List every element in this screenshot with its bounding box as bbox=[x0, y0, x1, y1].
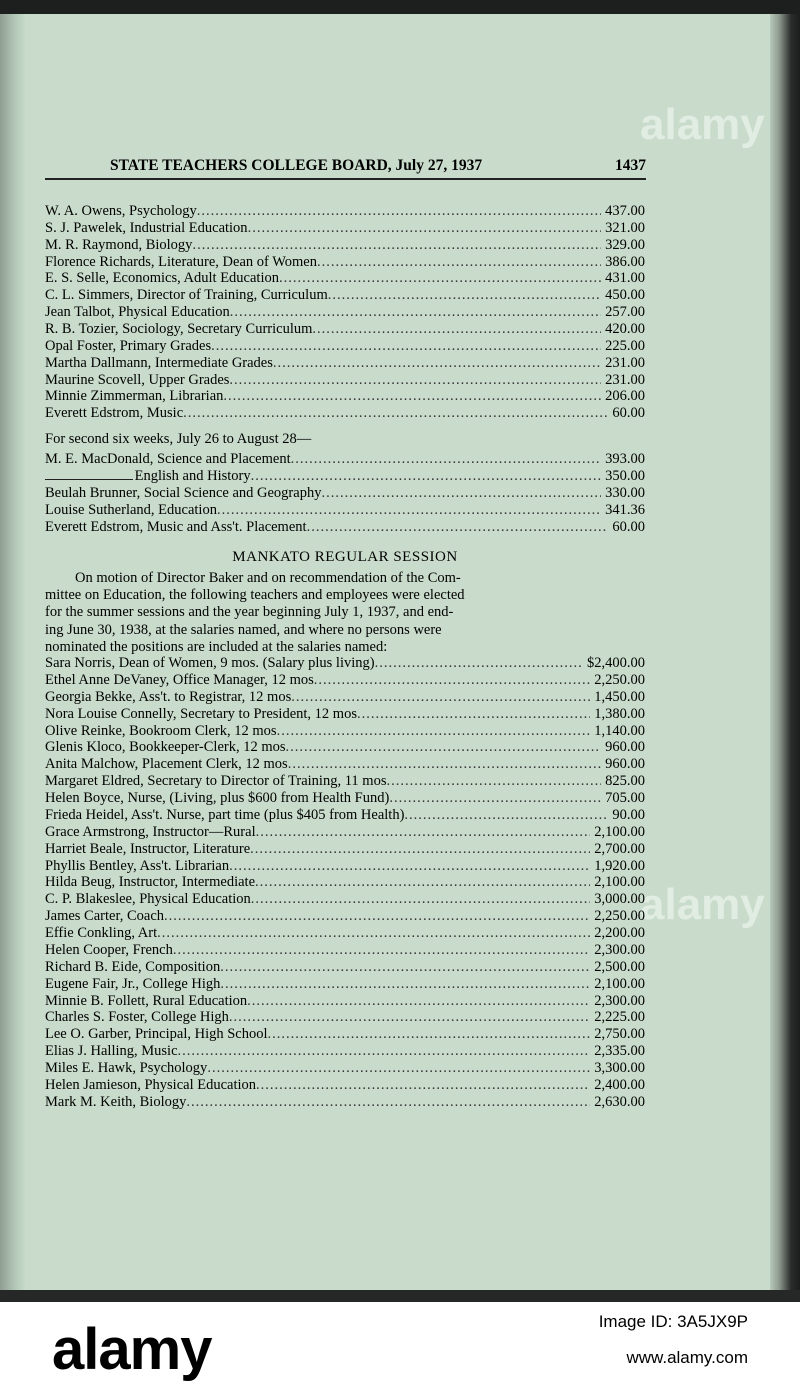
watermark: alamy bbox=[640, 100, 765, 149]
entry-name: Martha Dallmann, Intermediate Grades bbox=[45, 354, 273, 371]
salary-entry bbox=[45, 304, 645, 321]
page-header bbox=[60, 157, 646, 177]
salary-entry bbox=[45, 925, 645, 942]
salary-entry bbox=[45, 706, 645, 723]
entry-amount: 3,000.00 bbox=[594, 891, 645, 908]
paragraph-line: for the summer sessions and the year beginning July 1, 1937, and end- bbox=[45, 604, 454, 621]
leader-dots bbox=[357, 706, 590, 723]
leader-dots bbox=[277, 723, 591, 740]
leader-dots bbox=[286, 739, 602, 756]
entry-amount: 329.00 bbox=[605, 236, 645, 253]
entry-name: Ethel Anne DeVaney, Office Manager, 12 mos bbox=[45, 671, 314, 688]
leader-dots bbox=[312, 321, 601, 338]
entry-amount: 341.36 bbox=[605, 501, 645, 518]
entry-name: Helen Boyce, Nurse, (Living, plus $600 from Health Fund) bbox=[45, 790, 390, 807]
salary-entry bbox=[45, 338, 645, 355]
salary-entry bbox=[45, 824, 645, 841]
entry-amount: 2,200.00 bbox=[594, 925, 645, 942]
entry-name: R. B. Tozier, Sociology, Secretary Curriculum bbox=[45, 320, 313, 337]
leader-dots bbox=[288, 756, 601, 773]
salary-entry bbox=[45, 485, 645, 502]
leader-dots bbox=[247, 993, 590, 1010]
leader-dots bbox=[197, 203, 601, 220]
book-spine-shadow bbox=[0, 14, 26, 1290]
entry-name: Lee O. Garber, Principal, High School bbox=[45, 1026, 268, 1043]
entry-name: Glenis Kloco, Bookkeeper-Clerk, 12 mos bbox=[45, 739, 286, 756]
leader-dots bbox=[248, 220, 602, 237]
leader-dots bbox=[164, 908, 590, 925]
entry-amount: 825.00 bbox=[605, 773, 645, 790]
salary-entry bbox=[45, 372, 645, 389]
leader-dots bbox=[229, 858, 590, 875]
header-rule bbox=[45, 178, 646, 180]
entry-amount: 2,100.00 bbox=[594, 975, 645, 992]
entry-amount: 386.00 bbox=[605, 253, 645, 270]
leader-dots bbox=[386, 773, 601, 790]
leader-dots bbox=[183, 405, 608, 422]
entry-amount: 257.00 bbox=[605, 304, 645, 321]
leader-dots bbox=[291, 689, 590, 706]
entry-name: M. R. Raymond, Biology bbox=[45, 236, 193, 253]
salary-entry bbox=[45, 1026, 645, 1043]
entry-amount: 1,380.00 bbox=[594, 705, 645, 722]
entry-name: M. E. MacDonald, Science and Placement bbox=[45, 451, 291, 467]
entry-amount: 2,400.00 bbox=[594, 1077, 645, 1093]
entry-amount: 231.00 bbox=[605, 371, 645, 388]
leader-dots bbox=[321, 485, 601, 502]
leader-dots bbox=[314, 672, 590, 689]
entry-name: Nora Louise Connelly, Secretary to President, 12 mos bbox=[45, 705, 357, 722]
top-dark-band bbox=[0, 0, 800, 14]
entry-amount: 437.00 bbox=[605, 203, 645, 219]
entry-name: Elias J. Halling, Music bbox=[45, 1043, 178, 1060]
entry-amount: $2,400.00 bbox=[587, 655, 645, 671]
entry-amount: 2,335.00 bbox=[594, 1043, 645, 1060]
entry-name: Olive Reinke, Bookroom Clerk, 12 mos bbox=[45, 722, 277, 739]
entry-amount: 1,140.00 bbox=[594, 722, 645, 739]
salary-entry bbox=[45, 790, 645, 807]
page-number: 1437 bbox=[615, 157, 646, 174]
entry-name: Grace Armstrong, Instructor—Rural bbox=[45, 823, 256, 840]
entry-name: C. L. Simmers, Director of Training, Curriculum bbox=[45, 287, 328, 304]
leader-dots bbox=[256, 1077, 590, 1094]
bottom-dark-band bbox=[0, 1290, 800, 1302]
salary-entry bbox=[45, 405, 645, 422]
footer-image-id: Image ID: 3A5JX9P bbox=[598, 1312, 748, 1331]
leader-dots bbox=[273, 355, 601, 372]
entry-name: Everett Edstrom, Music and Ass't. Placement bbox=[45, 518, 307, 535]
page-right-edge bbox=[770, 14, 800, 1290]
entry-name: W. A. Owens, Psychology bbox=[45, 203, 197, 219]
salary-entry bbox=[45, 254, 645, 271]
leader-dots bbox=[256, 824, 591, 841]
entry-name: Everett Edstrom, Music bbox=[45, 405, 184, 422]
vacant-position-blank bbox=[45, 479, 133, 480]
salary-entry bbox=[45, 773, 645, 790]
salary-entry bbox=[45, 908, 645, 925]
salary-entry bbox=[45, 1043, 645, 1060]
entry-amount: 2,100.00 bbox=[594, 823, 645, 840]
leader-dots bbox=[229, 1009, 590, 1026]
entry-name: Richard B. Eide, Composition bbox=[45, 958, 221, 975]
entry-name: Minnie Zimmerman, Librarian bbox=[45, 388, 224, 405]
leader-dots bbox=[186, 1094, 590, 1111]
entry-name: English and History bbox=[134, 467, 251, 484]
entry-name: Hilda Beug, Instructor, Intermediate bbox=[45, 874, 256, 891]
entry-amount: 705.00 bbox=[605, 790, 645, 807]
leader-dots bbox=[255, 874, 590, 891]
entry-amount: 2,225.00 bbox=[594, 1009, 645, 1026]
entry-amount: 206.00 bbox=[605, 388, 645, 405]
leader-dots bbox=[207, 1060, 590, 1077]
entry-name: S. J. Pawelek, Industrial Education bbox=[45, 219, 248, 236]
leader-dots bbox=[279, 270, 601, 287]
salary-entry bbox=[45, 723, 645, 740]
leader-dots bbox=[251, 891, 590, 908]
salary-entry bbox=[45, 1094, 645, 1111]
salary-entry bbox=[45, 739, 645, 756]
footer-bar bbox=[0, 1302, 800, 1390]
entry-amount: 231.00 bbox=[605, 354, 645, 371]
salary-entry bbox=[45, 655, 645, 672]
entry-amount: 60.00 bbox=[612, 518, 645, 535]
salary-entry bbox=[45, 451, 645, 468]
salary-entry bbox=[45, 756, 645, 773]
entry-amount: 2,250.00 bbox=[594, 908, 645, 925]
entry-amount: 420.00 bbox=[605, 320, 645, 337]
leader-dots bbox=[404, 807, 608, 824]
leader-dots bbox=[250, 841, 590, 858]
footer-brand-logo: alamy bbox=[52, 1317, 212, 1382]
leader-dots bbox=[211, 338, 601, 355]
leader-dots bbox=[307, 519, 609, 536]
entry-name: Mark M. Keith, Biology bbox=[45, 1093, 187, 1110]
entry-name: Maurine Scovell, Upper Grades bbox=[45, 371, 230, 388]
entry-name: Frieda Heidel, Ass't. Nurse, part time (plus $405 from Health) bbox=[45, 806, 405, 823]
entry-name: C. P. Blakeslee, Physical Education bbox=[45, 891, 251, 908]
entry-amount: 90.00 bbox=[612, 806, 645, 823]
salary-entry bbox=[45, 976, 645, 993]
leader-dots bbox=[375, 655, 583, 672]
entry-name: Effie Conkling, Art bbox=[45, 925, 158, 942]
salary-entry bbox=[45, 807, 645, 824]
entry-amount: 60.00 bbox=[612, 405, 645, 422]
salary-entry bbox=[45, 841, 645, 858]
entry-name: Florence Richards, Literature, Dean of Women bbox=[45, 253, 317, 270]
entry-name: Phyllis Bentley, Ass't. Librarian bbox=[45, 857, 230, 874]
entry-amount: 330.00 bbox=[605, 484, 645, 501]
leader-dots bbox=[220, 976, 590, 993]
entry-amount: 960.00 bbox=[605, 756, 645, 773]
paragraph-line: mittee on Education, the following teachers and employees were elected bbox=[45, 587, 465, 604]
salary-entry bbox=[45, 959, 645, 976]
entry-name: Louise Sutherland, Education bbox=[45, 501, 217, 518]
salary-entry bbox=[45, 993, 645, 1010]
entry-amount: 2,500.00 bbox=[594, 958, 645, 975]
salary-entry bbox=[45, 891, 645, 908]
leader-dots bbox=[291, 451, 602, 468]
salary-entry bbox=[45, 287, 645, 304]
entry-amount: 2,750.00 bbox=[594, 1026, 645, 1043]
watermark: alamy bbox=[640, 880, 765, 929]
salary-entry bbox=[45, 203, 645, 220]
salary-entry bbox=[45, 519, 645, 536]
entry-name: Opal Foster, Primary Grades bbox=[45, 337, 212, 354]
entry-name: Margaret Eldred, Secretary to Director of Training, 11 mos bbox=[45, 773, 387, 790]
leader-dots bbox=[268, 1026, 591, 1043]
entry-name: Eugene Fair, Jr., College High bbox=[45, 975, 221, 992]
leader-dots bbox=[317, 254, 601, 271]
entry-name: Helen Cooper, French bbox=[45, 941, 173, 958]
leader-dots bbox=[220, 959, 590, 976]
leader-dots bbox=[223, 388, 601, 405]
paragraph-line: nominated the positions are included at the salaries named: bbox=[45, 638, 388, 655]
salary-entry bbox=[45, 237, 645, 254]
motion-paragraph bbox=[45, 570, 645, 656]
entry-name: Georgia Bekke, Ass't. to Registrar, 12 mos bbox=[45, 688, 292, 705]
entry-amount: 2,700.00 bbox=[594, 840, 645, 857]
footer-url: www.alamy.com bbox=[626, 1348, 748, 1367]
entry-name: Helen Jamieson, Physical Education bbox=[45, 1077, 257, 1093]
entry-amount: 3,300.00 bbox=[594, 1060, 645, 1077]
salary-entry bbox=[45, 388, 645, 405]
entry-name: Minnie B. Follett, Rural Education bbox=[45, 992, 248, 1009]
header-title: STATE TEACHERS COLLEGE BOARD, July 27, 1937 bbox=[110, 157, 483, 174]
salary-entry bbox=[45, 270, 645, 287]
section-title: MANKATO REGULAR SESSION bbox=[232, 549, 458, 565]
salary-entry bbox=[45, 220, 645, 237]
salary-entry bbox=[45, 355, 645, 372]
entry-name: Miles E. Hawk, Psychology bbox=[45, 1060, 208, 1077]
salary-entry bbox=[45, 942, 645, 959]
leader-dots bbox=[229, 372, 601, 389]
salary-entry bbox=[45, 321, 645, 338]
leader-dots bbox=[217, 502, 601, 519]
entry-name: Anita Malchow, Placement Clerk, 12 mos bbox=[45, 756, 288, 773]
entry-amount: 960.00 bbox=[605, 739, 645, 756]
entry-amount: 431.00 bbox=[605, 270, 645, 287]
entry-name: Beulah Brunner, Social Science and Geography bbox=[45, 484, 322, 501]
salary-entry bbox=[45, 689, 645, 706]
entry-amount: 2,300.00 bbox=[594, 941, 645, 958]
leader-dots bbox=[251, 468, 602, 485]
entry-amount: 321.00 bbox=[605, 219, 645, 236]
entry-amount: 450.00 bbox=[605, 287, 645, 304]
leader-dots bbox=[230, 304, 601, 321]
leader-dots bbox=[192, 237, 601, 254]
entry-name: James Carter, Coach bbox=[45, 908, 165, 925]
leader-dots bbox=[173, 942, 590, 959]
salary-entry bbox=[45, 858, 645, 875]
entry-name: Jean Talbot, Physical Education bbox=[45, 304, 230, 321]
entry-amount: 350.00 bbox=[605, 467, 645, 484]
entry-amount: 2,300.00 bbox=[594, 992, 645, 1009]
salary-entry bbox=[45, 468, 645, 485]
paragraph-line: ing June 30, 1938, at the salaries named, and where no persons were bbox=[45, 621, 442, 638]
entry-name: E. S. Selle, Economics, Adult Education bbox=[45, 270, 279, 287]
entry-amount: 2,250.00 bbox=[594, 671, 645, 688]
leader-dots bbox=[389, 790, 601, 807]
leader-dots bbox=[328, 287, 601, 304]
entry-amount: 2,630.00 bbox=[594, 1093, 645, 1110]
entry-amount: 2,100.00 bbox=[594, 874, 645, 891]
entry-name: Charles S. Foster, College High bbox=[45, 1009, 229, 1026]
salary-entry bbox=[45, 874, 645, 891]
salary-entry bbox=[45, 1060, 645, 1077]
entry-amount: 393.00 bbox=[605, 451, 645, 467]
entry-name: Harriet Beale, Instructor, Literature bbox=[45, 840, 251, 857]
entry-name: Sara Norris, Dean of Women, 9 mos. (Salary plus living) bbox=[45, 655, 375, 671]
salary-entry bbox=[45, 672, 645, 689]
entry-amount: 1,450.00 bbox=[594, 688, 645, 705]
leader-dots bbox=[178, 1043, 591, 1060]
leader-dots bbox=[157, 925, 590, 942]
entry-amount: 1,920.00 bbox=[594, 857, 645, 874]
paragraph-line: On motion of Director Baker and on recommendation of the Com- bbox=[75, 570, 461, 586]
entry-amount: 225.00 bbox=[605, 337, 645, 354]
salary-entry bbox=[45, 1077, 645, 1094]
second-session-heading: For second six weeks, July 26 to August 28— bbox=[45, 431, 312, 447]
salary-entry bbox=[45, 1009, 645, 1026]
salary-entry bbox=[45, 502, 645, 519]
